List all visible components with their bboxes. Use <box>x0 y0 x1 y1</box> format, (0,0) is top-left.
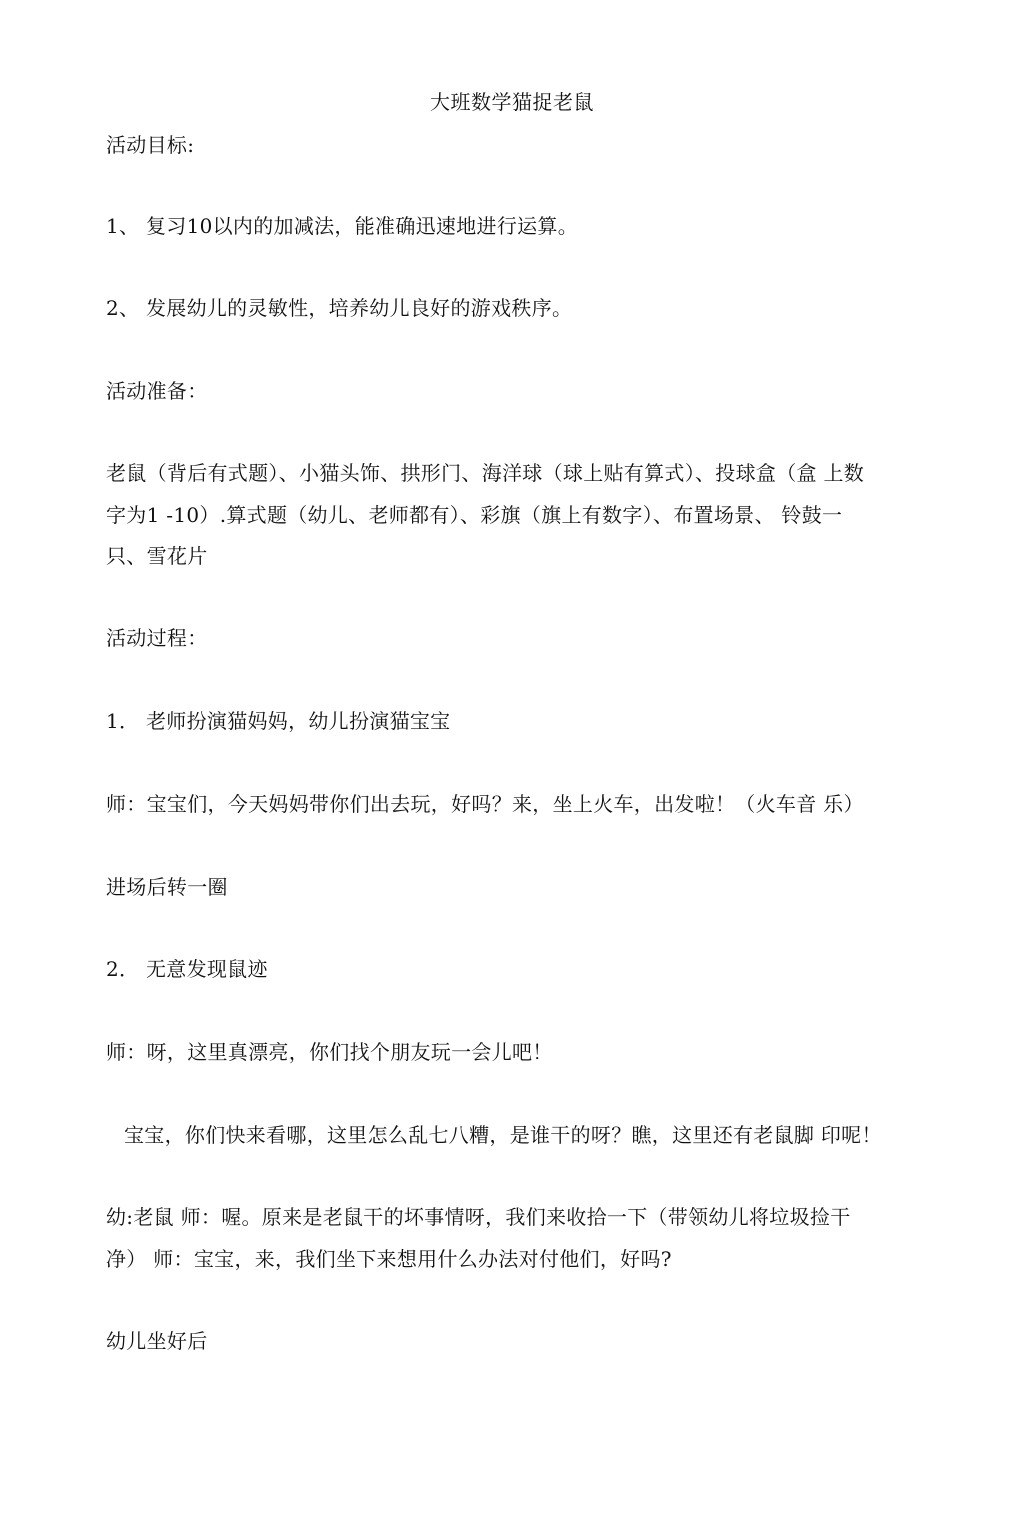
prep-text-line-2: 字为1 -10）.算式题（幼儿、老师都有）、彩旗（旗上有数字）、布置场景、 铃鼓一 <box>106 503 843 527</box>
document-title: 大班数学猫捉老鼠 <box>430 90 594 114</box>
action-line-2: 幼儿坐好后 <box>106 1329 208 1353</box>
goal-item-2: 2、 发展幼儿的灵敏性，培养幼儿良好的游戏秩序。 <box>106 296 573 320</box>
action-line-1: 进场后转一圈 <box>106 875 228 899</box>
teacher-line-1: 师：宝宝们，今天妈妈带你们出去玩，好吗？来，坐上火车，出发啦！（火车音 乐） <box>106 792 864 816</box>
prep-text-line-1: 老鼠（背后有式题）、小猫头饰、拱形门、海洋球（球上贴有算式）、投球盒（盒 上数 <box>106 461 865 485</box>
dialog-line-1: 幼:老鼠 师：喔。原来是老鼠干的坏事情呀，我们来收拾一下（带领幼儿将垃圾捡干 <box>106 1205 851 1229</box>
process-step-2: 2． 无意发现鼠迹 <box>106 957 268 981</box>
goals-heading: 活动目标: <box>106 133 195 157</box>
goal-item-1: 1、 复习10以内的加减法，能准确迅速地进行运算。 <box>106 214 579 238</box>
process-step-1: 1． 老师扮演猫妈妈，幼儿扮演猫宝宝 <box>106 709 451 733</box>
prep-text-line-3: 只、雪花片 <box>106 544 208 568</box>
dialog-line-2: 净） 师：宝宝，来，我们坐下来想用什么办法对付他们，好吗? <box>106 1247 672 1271</box>
process-heading: 活动过程： <box>106 626 208 650</box>
teacher-line-3: 宝宝，你们快来看哪，这里怎么乱七八糟，是谁干的呀？瞧，这里还有老鼠脚 印呢！ <box>124 1123 882 1147</box>
prep-heading: 活动准备： <box>106 379 208 403</box>
teacher-line-2: 师：呀，这里真漂亮，你们找个朋友玩一会儿吧！ <box>106 1040 553 1064</box>
